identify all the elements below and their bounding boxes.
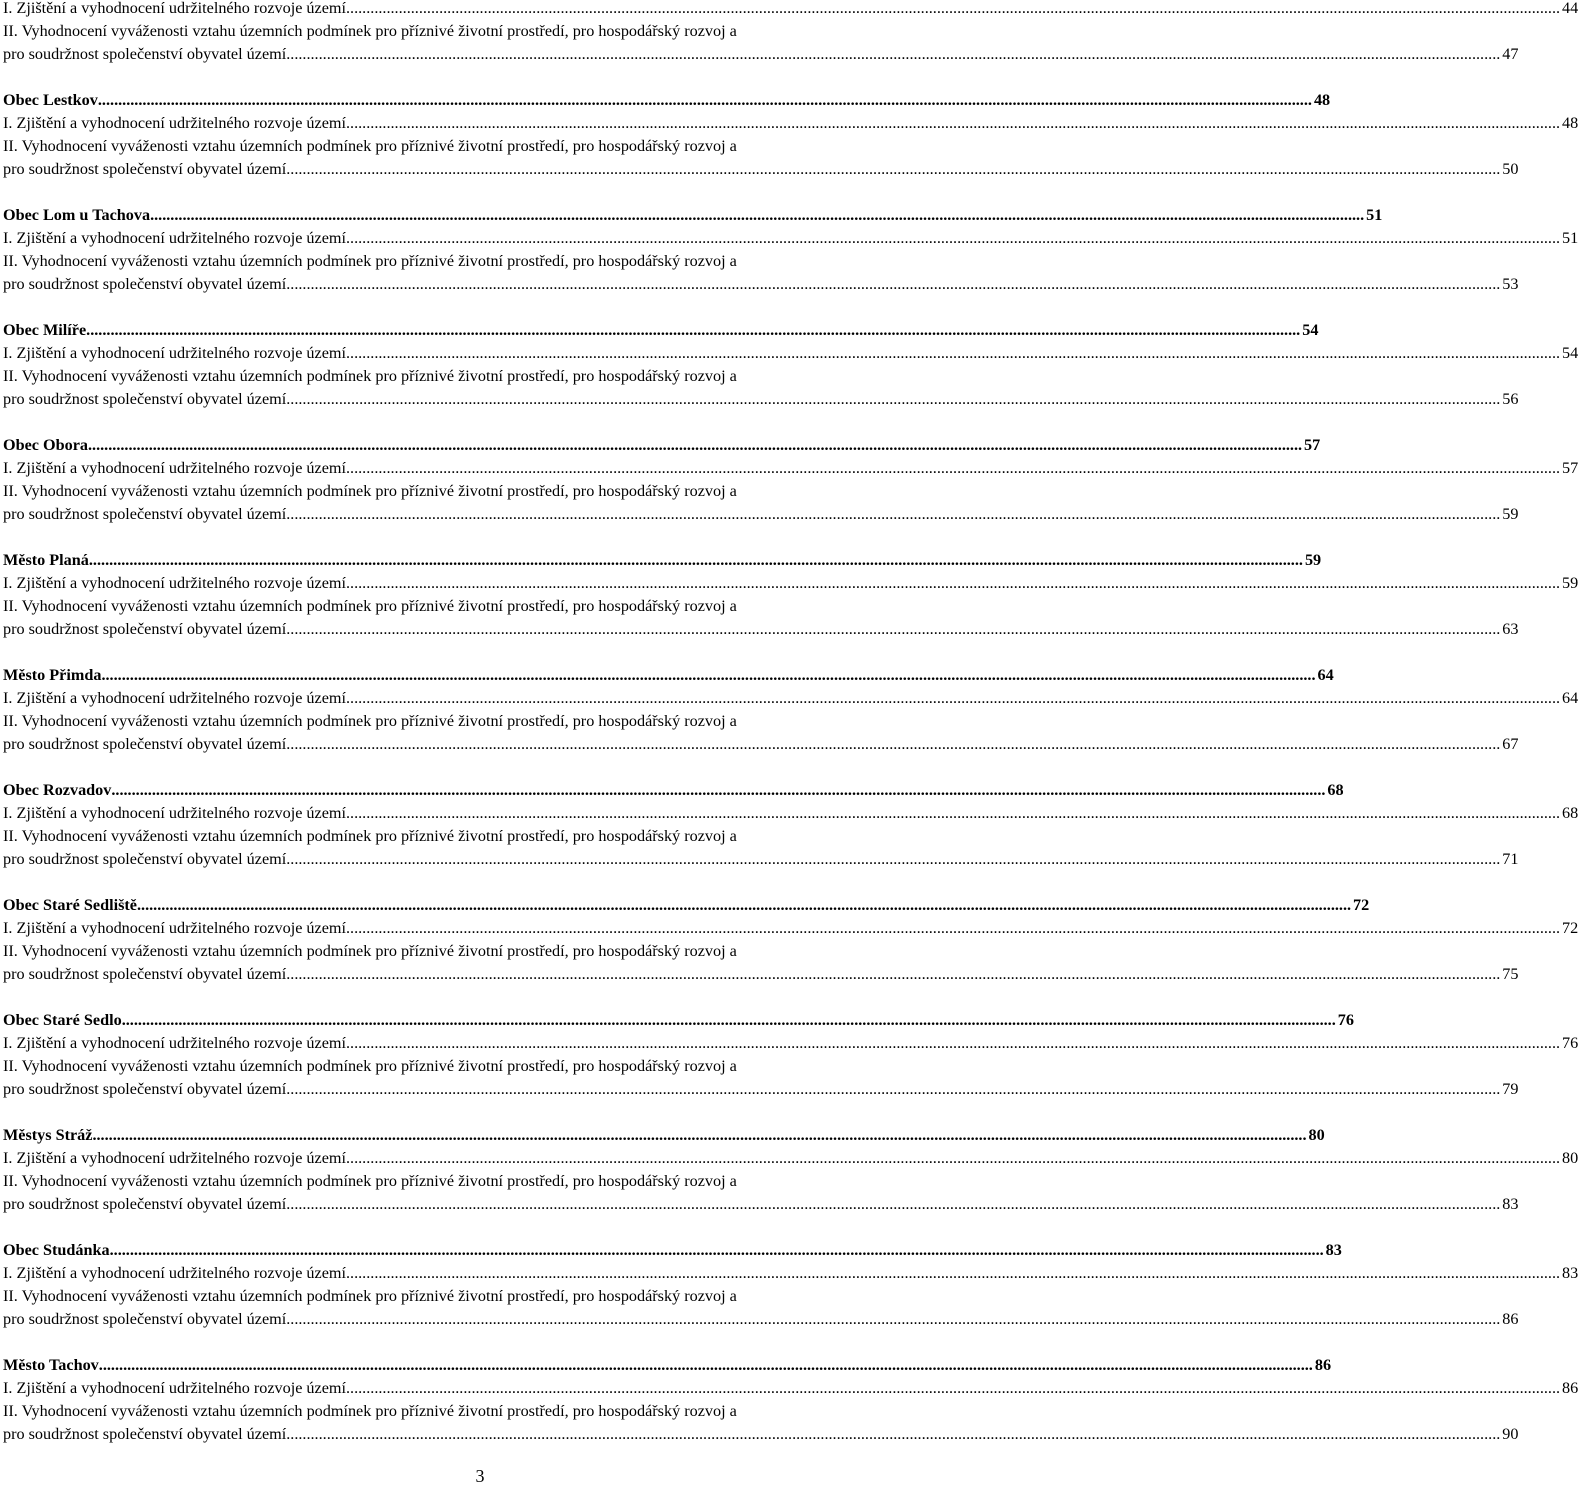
toc-entry-page: 44 [1562,0,1578,17]
toc-entry-page: 72 [1562,919,1578,937]
section-gap [3,641,957,664]
toc-leader-dots: ............................................................................................................................................................................................................................................................................................................ [98,1356,1313,1374]
toc-entry[interactable] [3,1193,1519,1216]
toc-leader-dots: ............................................................................................................................................................................................................................................................................................................ [286,1195,1501,1213]
toc-entry-text: II. Vyhodnocení vyváženosti vztahu územních podmínek pro příznivé životní prostředí, pro hospodářský rozvoj a [3,712,737,730]
toc-leader-dots: ............................................................................................................................................................................................................................................................................................................ [286,275,1501,293]
toc-entry-text: I. Zjištění a vyhodnocení udržitelného rozvoje území [3,804,346,822]
toc-section-page: 72 [1353,896,1370,914]
toc-entry-page: 79 [1502,1080,1519,1098]
toc-entry-page: 51 [1562,229,1578,247]
toc-entry[interactable] [3,227,1578,250]
toc-entry-first-line[interactable] [3,825,957,848]
toc-section-page: 48 [1313,91,1331,109]
toc-section-title: Obec Staré Sedliště [3,896,137,914]
toc-entry-text: II. Vyhodnocení vyváženosti vztahu územních podmínek pro příznivé životní prostředí, pro hospodářský rozvoj a [3,1172,737,1190]
toc-entry-text: II. Vyhodnocení vyváženosti vztahu územních podmínek pro příznivé životní prostředí, pro hospodářský rozvoj a [3,482,737,500]
toc-entry[interactable] [3,1377,1578,1400]
toc-entry[interactable] [3,618,1519,641]
toc-leader-dots: ............................................................................................................................................................................................................................................................................................................ [286,1080,1501,1098]
toc-entry-page: 59 [1502,505,1519,523]
section-gap [3,756,957,779]
toc-entry-page: 59 [1562,574,1578,592]
toc-leader-dots: ............................................................................................................................................................................................................................................................................................................ [345,689,1561,707]
toc-leader-dots: ............................................................................................................................................................................................................................................................................................................ [345,1264,1561,1282]
toc-entry-text: II. Vyhodnocení vyváženosti vztahu územních podmínek pro příznivé životní prostředí, pro hospodářský rozvoj a [3,1402,737,1420]
section-gap [3,66,957,89]
toc-leader-dots: ............................................................................................................................................................................................................................................................................................................ [345,114,1561,132]
toc-entry-first-line[interactable] [3,1285,957,1308]
toc-entry-page: 83 [1502,1195,1519,1213]
toc-leader-dots: ............................................................................................................................................................................................................................................................................................................ [150,206,1365,224]
toc-entry[interactable] [3,917,1578,940]
toc-entry-text: II. Vyhodnocení vyváženosti vztahu územních podmínek pro příznivé životní prostředí, pro hospodářský rozvoj a [3,252,737,270]
toc-leader-dots: ............................................................................................................................................................................................................................................................................................................ [109,1241,1324,1259]
toc-leader-dots: ............................................................................................................................................................................................................................................................................................................ [345,804,1561,822]
toc-entry-first-line[interactable] [3,940,957,963]
toc-leader-dots: ............................................................................................................................................................................................................................................................................................................ [136,896,1352,914]
toc-section-page: 54 [1302,321,1319,339]
toc-entry-text: I. Zjištění a vyhodnocení udržitelného rozvoje území [3,574,346,592]
toc-leader-dots: ............................................................................................................................................................................................................................................................................................................ [345,1379,1561,1397]
toc-entry-text: pro soudržnost společenství obyvatel území [3,390,287,408]
toc-entry-page: 75 [1502,965,1519,983]
toc-entry-page: 86 [1562,1379,1578,1397]
toc-entry[interactable] [3,687,1578,710]
toc-section-title: Obec Staré Sedlo [3,1011,122,1029]
toc-leader-dots: ............................................................................................................................................................................................................................................................................................................ [286,620,1501,638]
toc-entry-text: I. Zjištění a vyhodnocení udržitelného rozvoje území [3,689,346,707]
toc-entry-page: 53 [1502,275,1519,293]
toc-entry-text: pro soudržnost společenství obyvatel území [3,620,287,638]
toc-entry-page: 63 [1502,620,1519,638]
toc-leader-dots: ............................................................................................................................................................................................................................................................................................................ [92,1126,1307,1144]
toc-entry-page: 57 [1562,459,1578,477]
toc-leader-dots: ............................................................................................................................................................................................................................................................................................................ [97,91,1312,109]
toc-entry-page: 83 [1562,1264,1578,1282]
toc-leader-dots: ............................................................................................................................................................................................................................................................................................................ [101,666,1316,684]
toc-entry-text: II. Vyhodnocení vyváženosti vztahu územních podmínek pro příznivé životní prostředí, pro hospodářský rozvoj a [3,597,737,615]
section-gap [3,1331,957,1354]
section-gap [3,411,957,434]
toc-entry-page: 76 [1562,1034,1578,1052]
toc-entry[interactable] [3,802,1578,825]
toc-entry-text: II. Vyhodnocení vyváženosti vztahu územních podmínek pro příznivé životní prostředí, pro hospodářský rozvoj a [3,22,737,40]
toc-entry-page: 64 [1562,689,1578,707]
toc-entry-text: pro soudržnost společenství obyvatel území [3,160,287,178]
toc-section-heading[interactable] [3,664,1334,687]
toc-entry-text: pro soudržnost společenství obyvatel území [3,1080,287,1098]
toc-section-heading[interactable] [3,1124,1325,1147]
toc-entry[interactable] [3,1262,1578,1285]
toc-entry[interactable] [3,273,1519,296]
toc-section-page: 80 [1308,1126,1325,1144]
toc-entry-first-line[interactable] [3,710,957,733]
toc-entry-page: 71 [1502,850,1519,868]
toc-entry-page: 90 [1502,1425,1519,1443]
toc-section-heading[interactable] [3,89,1331,112]
toc-entry-text: pro soudržnost společenství obyvatel území [3,275,287,293]
toc-entry-text: I. Zjištění a vyhodnocení udržitelného rozvoje území [3,1379,346,1397]
section-gap [3,1216,957,1239]
toc-entry-page: 80 [1562,1149,1578,1167]
toc-entry[interactable] [3,1032,1578,1055]
toc-section-page: 64 [1317,666,1334,684]
toc-entry-text: I. Zjištění a vyhodnocení udržitelného rozvoje území [3,229,346,247]
toc-entry-text: II. Vyhodnocení vyváženosti vztahu územních podmínek pro příznivé životní prostředí, pro hospodářský rozvoj a [3,1287,737,1305]
toc-entry-text: pro soudržnost společenství obyvatel území [3,505,287,523]
toc-section-heading[interactable] [3,1354,1332,1377]
toc-entry[interactable] [3,0,1578,20]
toc-section-page: 76 [1337,1011,1354,1029]
toc-entry-first-line[interactable] [3,20,957,43]
toc-entry-text: II. Vyhodnocení vyváženosti vztahu územních podmínek pro příznivé životní prostředí, pro hospodářský rozvoj a [3,137,737,155]
toc-section-heading[interactable] [3,894,1370,917]
toc-entry-page: 50 [1502,160,1519,178]
toc-leader-dots: ............................................................................................................................................................................................................................................................................................................ [345,459,1561,477]
toc-entry-text: pro soudržnost společenství obyvatel území [3,1310,287,1328]
toc-entry-text: pro soudržnost společenství obyvatel území [3,850,287,868]
toc-section-heading[interactable] [3,434,1321,457]
toc-entry-first-line[interactable] [3,1400,957,1423]
toc-section-page: 83 [1325,1241,1342,1259]
toc-entry-text: II. Vyhodnocení vyváženosti vztahu územních podmínek pro příznivé životní prostředí, pro hospodářský rozvoj a [3,827,737,845]
toc-entry-page: 56 [1502,390,1519,408]
toc-leader-dots: ............................................................................................................................................................................................................................................................................................................ [345,0,1561,17]
toc-section-heading[interactable] [3,1239,1342,1262]
toc-entry-page: 54 [1562,344,1578,362]
section-gap [3,181,957,204]
toc-leader-dots: ............................................................................................................................................................................................................................................................................................................ [87,436,1303,454]
toc-entry[interactable] [3,572,1578,595]
toc-leader-dots: ............................................................................................................................................................................................................................................................................................................ [286,735,1501,753]
toc-entry[interactable] [3,848,1519,871]
toc-entry-first-line[interactable] [3,1055,957,1078]
toc-section-heading[interactable] [3,779,1344,802]
section-gap [3,871,957,894]
toc-entry[interactable] [3,388,1519,411]
toc-section-title: Město Planá [3,551,89,569]
toc-entry[interactable] [3,457,1578,480]
toc-entry-first-line[interactable] [3,365,957,388]
toc-section-heading[interactable] [3,319,1319,342]
toc-leader-dots: ............................................................................................................................................................................................................................................................................................................ [345,919,1561,937]
toc-entry-first-line[interactable] [3,250,957,273]
toc-entry-text: pro soudržnost společenství obyvatel území [3,45,287,63]
section-gap [3,526,957,549]
toc-entry-text: II. Vyhodnocení vyváženosti vztahu územních podmínek pro příznivé životní prostředí, pro hospodářský rozvoj a [3,367,737,385]
toc-section-title: Obec Studánka [3,1241,110,1259]
toc-section-page: 57 [1304,436,1321,454]
toc-section-title: Obec Milíře [3,321,87,339]
toc-entry[interactable] [3,963,1519,986]
toc-entry-page: 67 [1502,735,1519,753]
toc-entry[interactable] [3,112,1578,135]
toc-leader-dots: ............................................................................................................................................................................................................................................................................................................ [286,160,1501,178]
toc-entry[interactable] [3,43,1519,66]
page-number: 3 [475,1466,485,1486]
toc-entry[interactable] [3,503,1519,526]
toc-leader-dots: ............................................................................................................................................................................................................................................................................................................ [88,551,1303,569]
toc-entry-first-line[interactable] [3,595,957,618]
toc-leader-dots: ............................................................................................................................................................................................................................................................................................................ [286,850,1501,868]
toc-section-title: Obec Lestkov [3,91,98,109]
toc-section-heading[interactable] [3,204,1383,227]
toc-entry-first-line[interactable] [3,480,957,503]
toc-section-title: Město Přimda [3,666,102,684]
toc-entry-page: 68 [1562,804,1578,822]
toc-leader-dots: ............................................................................................................................................................................................................................................................................................................ [111,781,1326,799]
toc-entry-text: I. Zjištění a vyhodnocení udržitelného rozvoje území [3,1149,346,1167]
toc-entry-first-line[interactable] [3,135,957,158]
toc-leader-dots: ............................................................................................................................................................................................................................................................................................................ [286,45,1501,63]
toc-entry-text: I. Zjištění a vyhodnocení udržitelného rozvoje území [3,114,346,132]
toc-entry-text: I. Zjištění a vyhodnocení udržitelného rozvoje území [3,919,346,937]
toc-leader-dots: ............................................................................................................................................................................................................................................................................................................ [86,321,1301,339]
toc-leader-dots: ............................................................................................................................................................................................................................................................................................................ [286,505,1501,523]
toc-section-title: Obec Rozvadov [3,781,112,799]
toc-section-heading[interactable] [3,549,1322,572]
toc-leader-dots: ............................................................................................................................................................................................................................................................................................................ [345,1149,1561,1167]
toc-entry[interactable] [3,158,1519,181]
toc-section-page: 59 [1304,551,1322,569]
toc-entry[interactable] [3,1078,1519,1101]
toc-section-page: 51 [1366,206,1383,224]
toc-entry-text: pro soudržnost společenství obyvatel území [3,1195,287,1213]
toc-entry[interactable] [3,1147,1578,1170]
toc-leader-dots: ............................................................................................................................................................................................................................................................................................................ [345,1034,1561,1052]
toc-section-title: Obec Obora [3,436,88,454]
toc-leader-dots: ............................................................................................................................................................................................................................................................................................................ [286,1310,1501,1328]
toc-entry-text: I. Zjištění a vyhodnocení udržitelného rozvoje území [3,1264,346,1282]
toc-entry-text: II. Vyhodnocení vyváženosti vztahu územních podmínek pro příznivé životní prostředí, pro hospodářský rozvoj a [3,942,737,960]
toc-entry-text: I. Zjištění a vyhodnocení udržitelného rozvoje území [3,1034,346,1052]
toc-entry-text: I. Zjištění a vyhodnocení udržitelného rozvoje území [3,344,346,362]
toc-entry-page: 86 [1502,1310,1519,1328]
toc-entry-text: I. Zjištění a vyhodnocení udržitelného rozvoje území [3,0,346,17]
section-gap [3,986,957,1009]
toc-entry-text: II. Vyhodnocení vyváženosti vztahu územních podmínek pro příznivé životní prostředí, pro hospodářský rozvoj a [3,1057,737,1075]
toc-section-title: Město Tachov [3,1356,99,1374]
toc-leader-dots: ............................................................................................................................................................................................................................................................................................................ [121,1011,1336,1029]
toc-section-heading[interactable] [3,1009,1354,1032]
toc-entry[interactable] [3,1308,1519,1331]
section-gap [3,1101,957,1124]
table-of-contents [3,0,1578,1446]
toc-leader-dots: ............................................................................................................................................................................................................................................................................................................ [345,574,1561,592]
toc-entry[interactable] [3,342,1578,365]
toc-section-title: Obec Lom u Tachova [3,206,151,224]
section-gap [3,296,957,319]
toc-leader-dots: ............................................................................................................................................................................................................................................................................................................ [345,344,1561,362]
toc-leader-dots: ............................................................................................................................................................................................................................................................................................................ [345,229,1561,247]
toc-entry-text: pro soudržnost společenství obyvatel území [3,965,287,983]
toc-entry[interactable] [3,733,1519,756]
toc-entry-page: 47 [1502,45,1519,63]
toc-section-page: 68 [1327,781,1344,799]
toc-entry-text: pro soudržnost společenství obyvatel území [3,735,287,753]
toc-entry-text: I. Zjištění a vyhodnocení udržitelného rozvoje území [3,459,346,477]
toc-section-page: 86 [1314,1356,1332,1374]
toc-entry-page: 48 [1562,114,1578,132]
toc-entry[interactable] [3,1423,1519,1446]
toc-entry-text: pro soudržnost společenství obyvatel území [3,1425,287,1443]
toc-leader-dots: ............................................................................................................................................................................................................................................................................................................ [286,1425,1501,1443]
toc-leader-dots: ............................................................................................................................................................................................................................................................................................................ [286,965,1501,983]
toc-section-title: Městys Stráž [3,1126,93,1144]
toc-leader-dots: ............................................................................................................................................................................................................................................................................................................ [286,390,1501,408]
toc-entry-first-line[interactable] [3,1170,957,1193]
